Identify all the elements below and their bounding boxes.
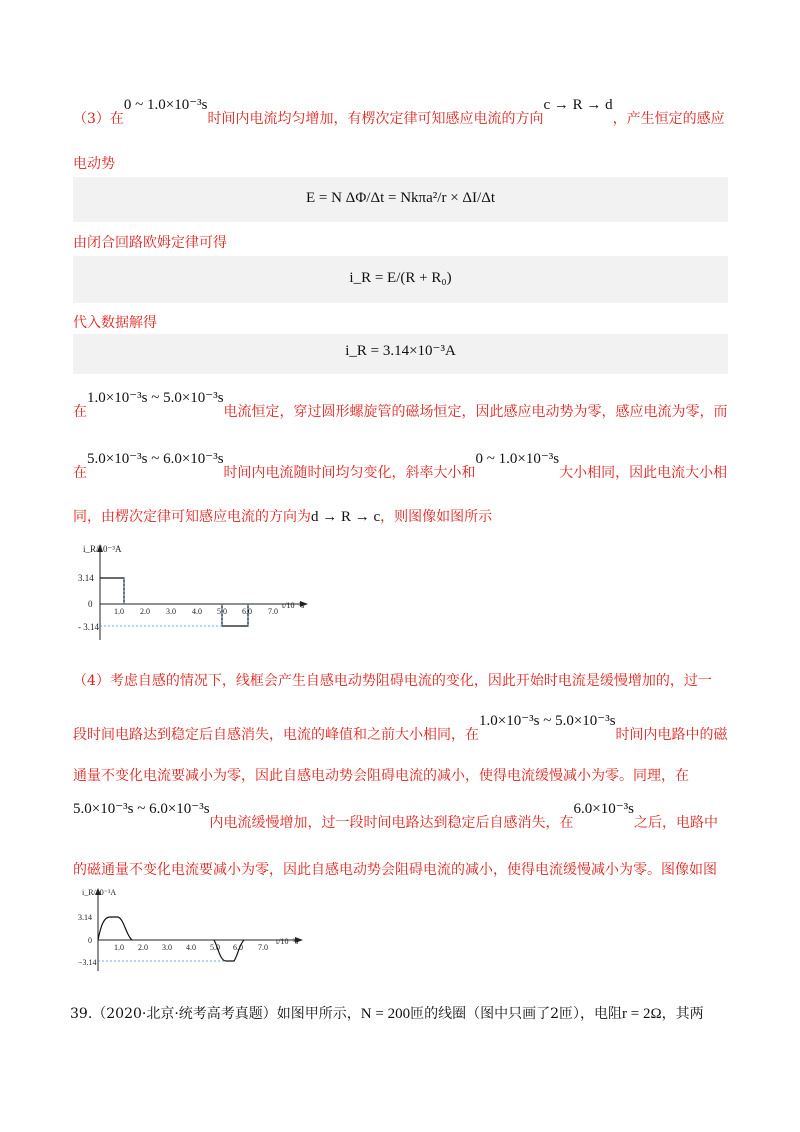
math-inline: r = 2Ω [622,1006,662,1022]
text: （3）在 [73,111,124,127]
math-inline: 0 ~ 1.0×10⁻³s [475,451,560,467]
y-tick-label: 3.14 [78,573,94,583]
text: ，则图像如图所示 [380,509,493,525]
x-tick-label: 6.0 [242,607,252,616]
text: ，其两 [661,1006,704,1022]
text: 电流恒定，穿过圆形螺旋管的磁场恒定，因此感应电动势为零，感应电流为零，而 [223,404,728,420]
equation-result: i_R = 3.14×10⁻³A [345,343,456,359]
para3-line2: 电动势 [73,156,115,172]
math-inline: 6.0×10⁻³s [573,801,635,817]
text: ，产生恒定的感应 [612,111,725,127]
y-tick-label: 0 [88,936,92,945]
text: 段时间电路达到稳定后自感消失，电流的峰值和之前大小相同，在 [73,727,479,743]
math-inline: d → R → c [311,509,381,525]
math-inline: 5.0×10⁻³s ~ 6.0×10⁻³s [87,451,224,467]
para4-line2 [73,713,728,744]
x-tick-label: 2.0 [138,943,148,952]
math-inline: 1.0×10⁻³s ~ 5.0×10⁻³s [87,390,224,406]
math-inline: c → R → d [543,97,613,113]
x-tick-label: 4.0 [186,943,196,952]
text: 39.（2020·北京·统考高考真题）如图甲所示， [70,1006,361,1022]
para4-line1: （4）考虑自感的情况下，线框会产生自感电动势阻碍电流的变化，因此开始时电流是缓慢增加的，过一 [73,673,712,689]
x-tick-label: 7.0 [258,943,268,952]
para3-line1 [73,97,725,128]
equation-box-1 [73,177,728,222]
text: 大小相同，因此电流大小相 [559,465,728,481]
para3-line7 [73,506,492,526]
x-tick-label: 3.0 [162,943,172,952]
math-inline: N = 200 [360,1006,411,1022]
para3-line4: 代入数据解得 [73,315,157,331]
y-tick-label: 3.14 [78,913,92,922]
x-axis-label: t/10⁻³s [276,937,299,946]
y-axis-label: i_R/10⁻³A [83,544,122,554]
text: 在 [73,404,87,420]
math-inline: 5.0×10⁻³s ~ 6.0×10⁻³s [73,801,210,817]
positive-pulse [100,578,124,604]
x-tick-label: 5.0 [217,607,227,616]
x-tick-label: 1.0 [114,943,124,952]
y-tick-label: 0 [88,599,93,609]
equation-box-2 [73,256,728,303]
y-tick-label: −3.14 [78,958,97,967]
math-inline: 1.0×10⁻³s ~ 5.0×10⁻³s [479,713,616,729]
y-axis-label: i_R/10⁻³A [82,888,117,897]
text: 之后，电路中 [634,815,719,831]
x-tick-label: 7.0 [268,607,278,616]
para4-line3: 通量不变化电流要减小为零，因此自感电动势会阻碍电流的减小，使得电流缓慢减小为零。同理，在 [73,768,689,784]
x-tick-label: 6.0 [233,943,243,952]
equation-emf: E = N ΔΦ/Δt = Nkπa²/r × ΔI/Δt [305,190,496,206]
x-tick-label: 2.0 [140,607,150,616]
x-tick-label: 4.0 [192,607,202,616]
para3-line6 [73,451,728,482]
text: 内电流缓慢增加，过一段时间电路达到稳定后自感消失，在 [209,815,574,831]
x-tick-label: 1.0 [114,607,124,616]
math-inline: 0 ~ 1.0×10⁻³s [123,97,208,113]
y-tick-label: - 3.14 [78,622,99,632]
positive-curve [98,917,132,940]
text: 同，由楞次定律可知感应电流的方向为 [73,509,311,525]
para3-line5 [73,390,728,421]
equation-box-3 [73,334,728,374]
equation-ohm: i_R = E/(R + R₀) [349,270,452,286]
para3-line3: 由闭合回路欧姆定律可得 [73,235,227,251]
x-tick-label: 3.0 [166,607,176,616]
graph-ideal-current [78,540,338,645]
x-tick-label: 5.0 [210,943,220,952]
x-axis-label: t/10⁻³s [282,601,305,610]
question-39 [70,1003,704,1023]
text: 匝的线圈（图中只画了2匝），电阻 [410,1006,623,1022]
text: 时间内电路中的磁 [615,727,728,743]
text: 时间内电流随时间均匀变化，斜率大小和 [223,465,476,481]
text: 时间内电流均匀增加，有楞次定律可知感应电流的方向 [207,111,544,127]
graph-self-inductance-current [78,885,338,975]
text: 在 [73,465,87,481]
para4-line4 [73,801,719,832]
para4-line5: 的磁通量不变化电流要减小为零，因此自感电动势会阻碍电流的减小，使得电流缓慢减小为零。图像如图 [73,862,717,878]
